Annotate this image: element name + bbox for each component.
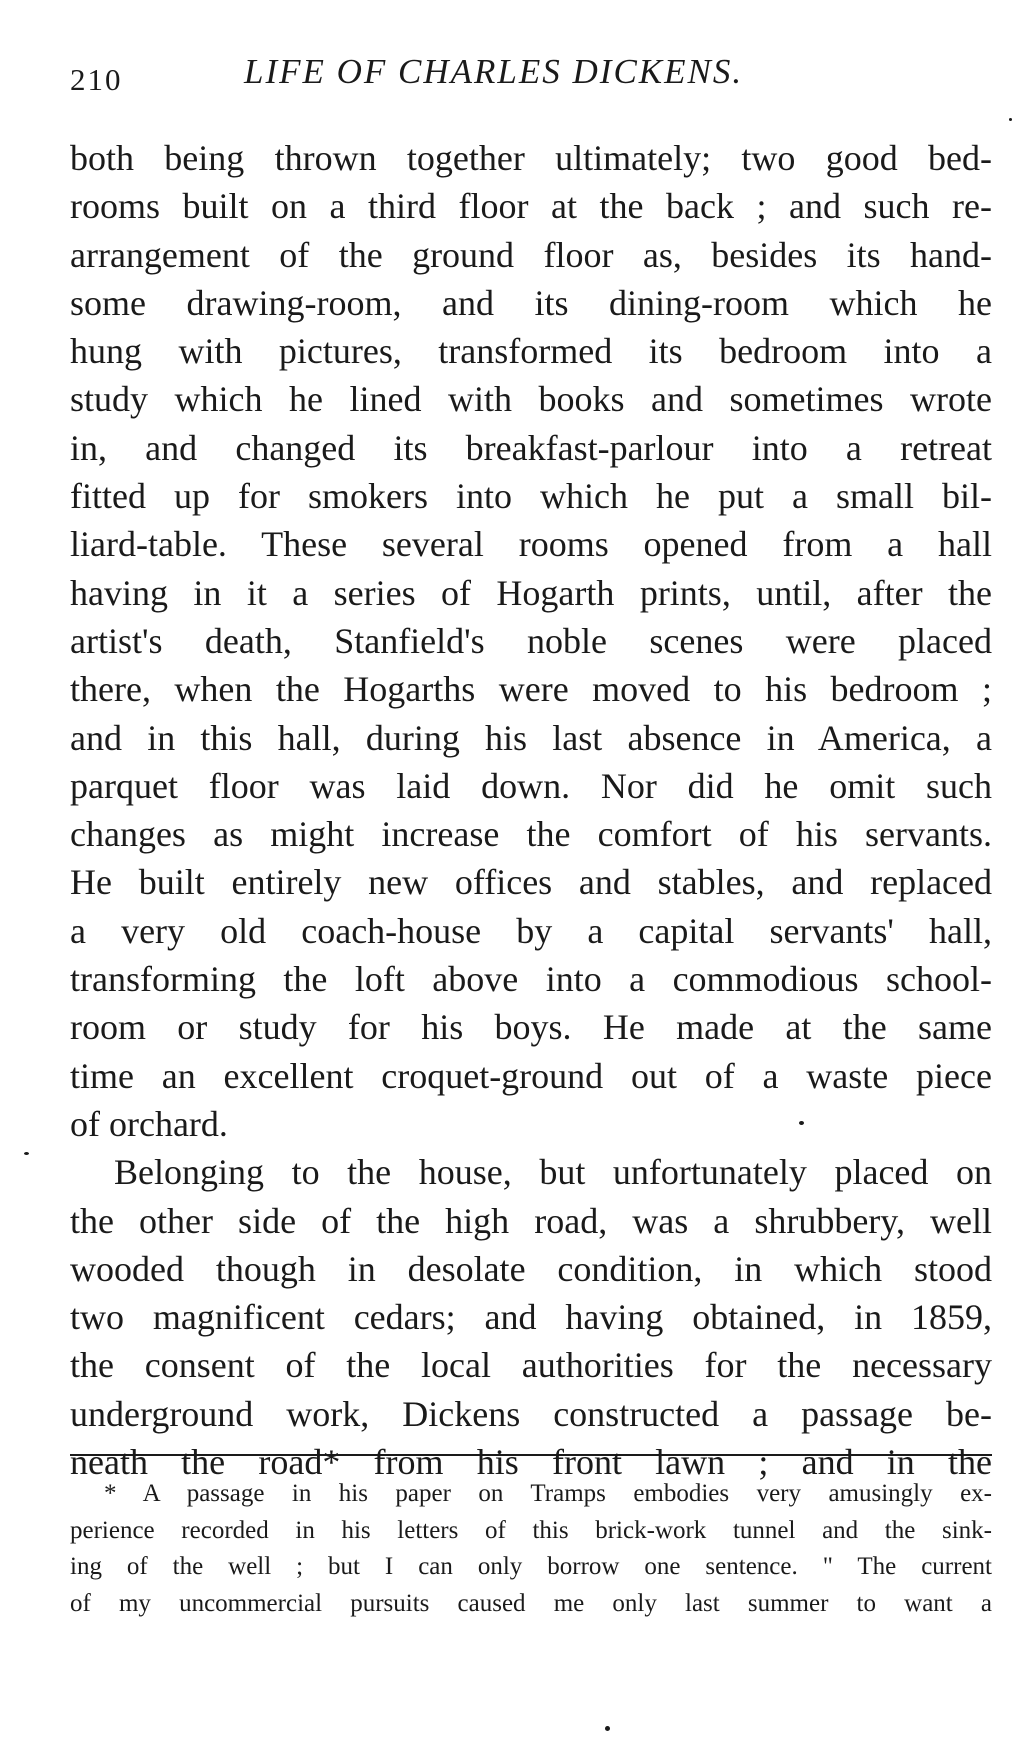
text-line: two magnificent cedars; and having obtained, in 1859, <box>70 1297 992 1338</box>
text-line: underground work, Dickens constructed a passage be- <box>70 1393 992 1434</box>
text-line: He built entirely new offices and stables, and replaced <box>70 862 992 903</box>
text-line: in, and changed its breakfast-parlour into a retreat <box>70 427 992 468</box>
ink-speck <box>799 1121 804 1125</box>
text-line: room or study for his boys. He made at the same <box>70 1007 992 1048</box>
text-line: the consent of the local authorities for the necessary <box>70 1345 992 1386</box>
running-title: LIFE OF CHARLES DICKENS. <box>244 52 744 91</box>
running-head <box>70 52 960 102</box>
text-line: parquet floor was laid down. Nor did he omit such <box>70 765 992 806</box>
paragraph-end-line: of orchard. <box>70 1103 228 1144</box>
footnote-line: * A passage in his paper on Tramps embodies very amusingly ex- <box>104 1480 992 1507</box>
text-line: time an excellent croquet-ground out of a waste piece <box>70 1055 992 1096</box>
page-number: 210 <box>70 62 123 97</box>
footnote-rule <box>70 1454 992 1456</box>
paragraph-start-line: Belonging to the house, but unfortunately placed on <box>114 1152 992 1193</box>
text-line: having in it a series of Hogarth prints, until, after the <box>70 572 992 613</box>
text-line: the other side of the high road, was a shrubbery, well <box>70 1200 992 1241</box>
text-line: liard-table. These several rooms opened from a hall <box>70 524 992 565</box>
text-line: and in this hall, during his last absence in America, a <box>70 717 992 758</box>
text-line: rooms built on a third floor at the back ; and such re- <box>70 186 992 227</box>
body-text <box>70 134 992 1486</box>
text-line: artist's death, Stanfield's noble scenes were placed <box>70 620 992 661</box>
text-line: wooded though in desolate condition, in which stood <box>70 1248 992 1289</box>
ink-speck <box>1009 118 1012 121</box>
text-line: study which he lined with books and sometimes wrote <box>70 379 992 420</box>
footnote-line: perience recorded in his letters of this brick-work tunnel and the sink- <box>70 1516 992 1544</box>
text-line: hung with pictures, transformed its bedroom into a <box>70 331 992 372</box>
ink-speck <box>24 1152 29 1155</box>
footnote-line: ing of the well ; but I can only borrow one sentence. " The current <box>70 1553 992 1580</box>
text-line: transforming the loft above into a commodious school- <box>70 959 992 1000</box>
text-line: there, when the Hogarths were moved to his bedroom ; <box>70 669 992 710</box>
text-line: neath the road* from his front lawn ; and in the <box>70 1442 992 1483</box>
footnote-line: of my uncommercial pursuits caused me only last summer to want a <box>70 1589 992 1617</box>
footnote <box>70 1476 992 1622</box>
ink-speck <box>605 1726 610 1731</box>
text-line: fitted up for smokers into which he put a small bil- <box>70 476 992 517</box>
text-line: changes as might increase the comfort of his servants. <box>70 814 992 855</box>
text-line: some drawing-room, and its dining-room which he <box>70 282 992 323</box>
text-line: both being thrown together ultimately; two good bed- <box>70 138 992 178</box>
text-line: arrangement of the ground floor as, besides its hand- <box>70 234 992 275</box>
text-line: a very old coach-house by a capital servants' hall, <box>70 910 992 951</box>
